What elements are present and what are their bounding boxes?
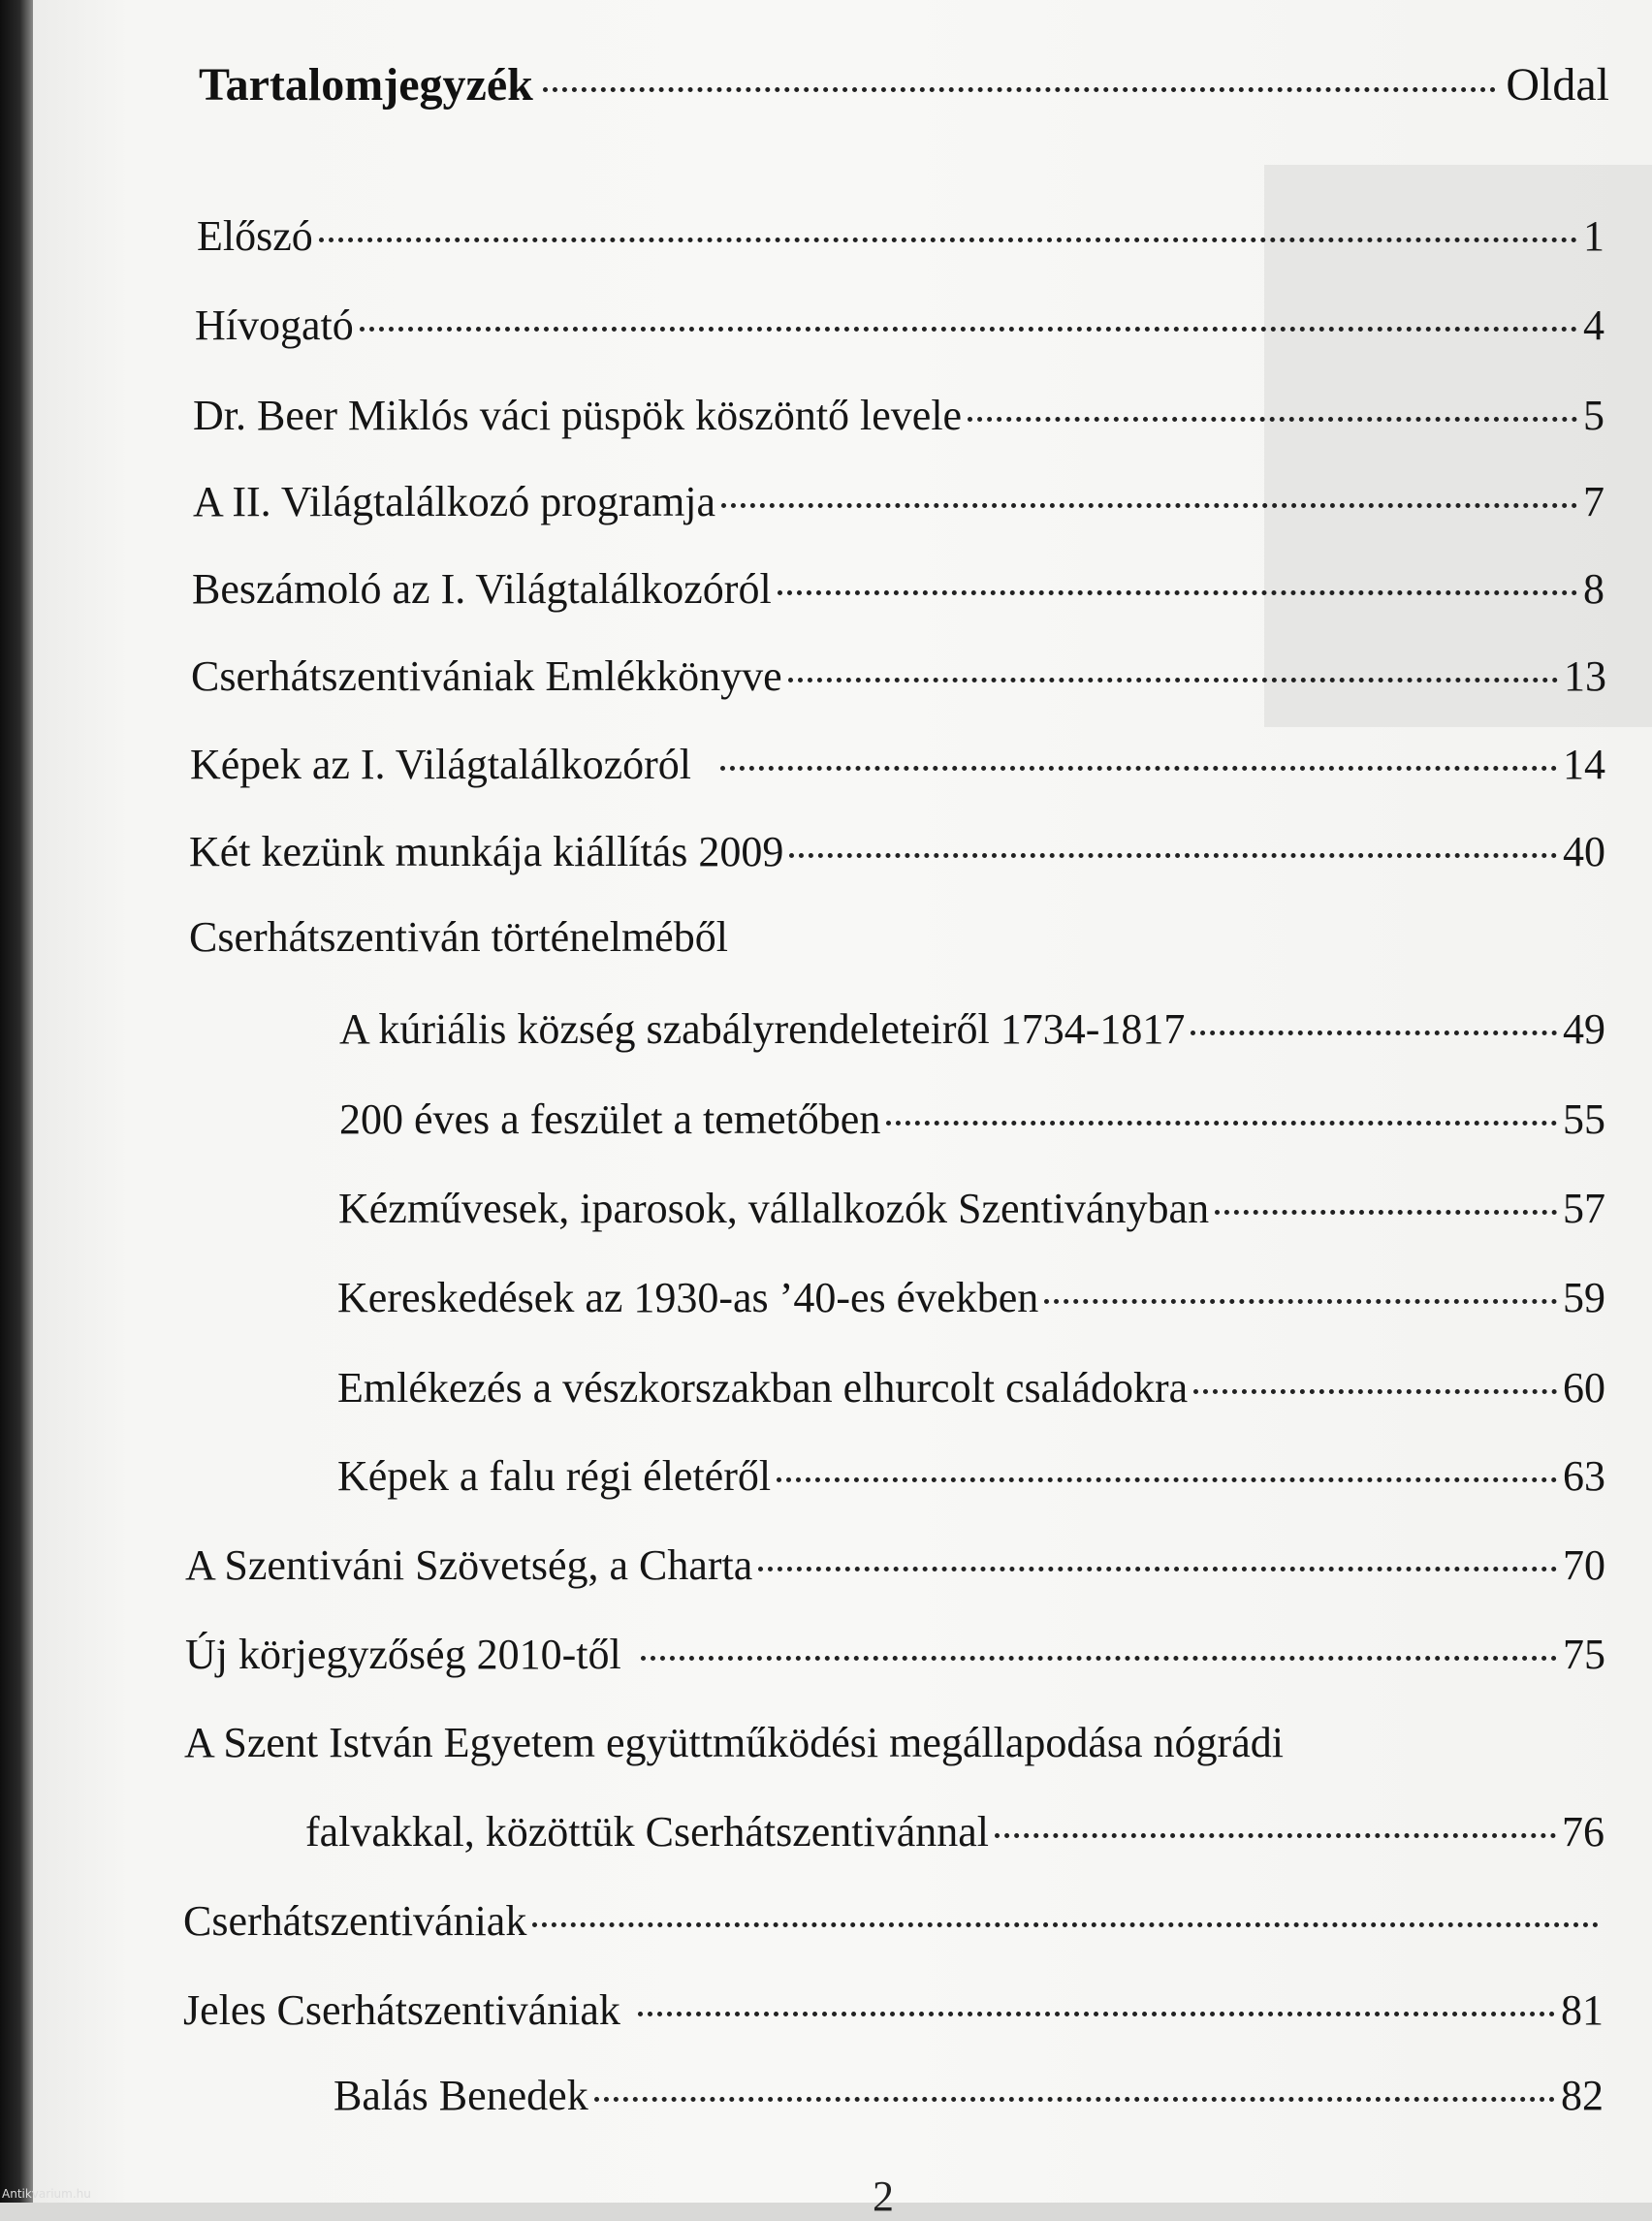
- entry-page: 60: [1563, 1364, 1605, 1412]
- leader-dots: [319, 238, 1577, 242]
- leader-dots: [594, 2097, 1555, 2102]
- leader-dots: [1193, 1389, 1557, 1394]
- leader-dots: [720, 766, 1557, 771]
- entry-title: Cserhátszentivániak Emlékkönyve: [191, 652, 782, 700]
- entry-title: Cserhátszentiván történelméből: [189, 913, 728, 961]
- entry-title: 200 éves a feszület a temetőben: [339, 1095, 881, 1143]
- leader-dots: [1191, 1031, 1557, 1035]
- leader-dots: [721, 503, 1577, 508]
- entry-title: Dr. Beer Miklós váci püspök köszöntő levele: [193, 392, 963, 439]
- toc-subentry: [334, 2071, 1604, 2133]
- entry-title: Új körjegyzőség 2010-től: [185, 1631, 621, 1678]
- entry-page: 55: [1563, 1095, 1605, 1143]
- entry-title: A Szentiváni Szövetség, a Charta: [185, 1541, 753, 1589]
- entry-title: Kézművesek, iparosok, vállalkozók Szentiványban: [338, 1185, 1210, 1232]
- entry-title: Előszó: [197, 212, 313, 260]
- toc-entry: [193, 391, 1604, 453]
- entry-title: Cserhátszentivániak: [183, 1897, 527, 1945]
- toc-entry: [197, 211, 1604, 273]
- entry-title: A Szent István Egyetem együttműködési megállapodása nógrádi: [184, 1719, 1284, 1766]
- leader-dots: [638, 2012, 1555, 2016]
- entry-title: Kereskedések az 1930-as ’40-es években: [337, 1274, 1039, 1321]
- leader-dots: [758, 1567, 1557, 1571]
- leader-dots: [777, 1477, 1557, 1482]
- entry-page: 82: [1561, 2072, 1604, 2119]
- entry-title: Jeles Cserhátszentivániak: [183, 1986, 620, 2034]
- toc-entry: [183, 1985, 1604, 2047]
- toc-entry: [189, 827, 1605, 889]
- entry-page: 63: [1563, 1452, 1605, 1500]
- entry-page: 76: [1562, 1808, 1604, 1856]
- entry-title: Képek a falu régi életéről: [337, 1452, 772, 1500]
- toc-subentry: [339, 1095, 1605, 1157]
- entry-title: Balás Benedek: [334, 2072, 588, 2119]
- toc-subentry: [339, 1004, 1605, 1066]
- leader-dots: [968, 417, 1577, 422]
- leader-dots: [543, 87, 1497, 92]
- leader-dots: [995, 1833, 1556, 1838]
- entry-page: 8: [1583, 565, 1604, 613]
- entry-title: A kúriális község szabályrendeleteiről 1734-1817: [339, 1005, 1186, 1053]
- toc-subentry: [337, 1273, 1605, 1335]
- toc-subentry: [337, 1363, 1605, 1425]
- leader-dots: [778, 590, 1577, 595]
- leader-dots: [532, 1922, 1599, 1927]
- entry-title: Beszámoló az I. Világtalálkozóról: [192, 565, 772, 613]
- leader-dots: [789, 853, 1557, 858]
- watermark: Antikvarium.hu: [2, 2187, 91, 2201]
- entry-title: A II. Világtalálkozó programja: [193, 478, 716, 525]
- entry-title: Képek az I. Világtalálkozóról: [190, 741, 691, 788]
- entry-page: 59: [1563, 1274, 1605, 1321]
- page-number: 2: [873, 2173, 894, 2220]
- leader-dots: [1044, 1299, 1557, 1304]
- entry-page: 7: [1583, 478, 1604, 525]
- entry-page: 75: [1563, 1631, 1605, 1678]
- entry-title: Emlékezés a vészkorszakban elhurcolt családokra: [337, 1364, 1189, 1412]
- toc-title: Tartalomjegyzék: [199, 59, 533, 111]
- leader-dots: [360, 327, 1577, 332]
- entry-page: 4: [1583, 301, 1604, 349]
- toc-entry: [185, 1630, 1605, 1692]
- toc-entry: [190, 740, 1605, 802]
- toc-entry-line2: [305, 1807, 1604, 1869]
- entry-page: 14: [1563, 741, 1605, 788]
- toc-subentry: [337, 1451, 1605, 1513]
- toc-section-heading: [189, 912, 1605, 974]
- entry-title: Hívogató: [195, 301, 354, 349]
- entry-page: 49: [1563, 1005, 1605, 1053]
- toc-entry: [195, 301, 1604, 363]
- page-column-label: Oldal: [1506, 59, 1609, 111]
- book-binding: [0, 0, 33, 2203]
- toc-subentry: [338, 1184, 1605, 1246]
- entry-title: Két kezünk munkája kiállítás 2009: [189, 828, 784, 875]
- leader-dots: [641, 1656, 1557, 1661]
- leader-dots: [788, 678, 1558, 682]
- entry-page: 5: [1583, 392, 1604, 439]
- toc-entry: [191, 651, 1606, 714]
- entry-page: 81: [1561, 1986, 1604, 2034]
- entry-page: 1: [1583, 212, 1604, 260]
- toc-section-heading: [183, 1896, 1608, 1958]
- toc-entry: [192, 564, 1604, 626]
- entry-page: 40: [1563, 828, 1605, 875]
- entry-page: 13: [1564, 652, 1606, 700]
- entry-title: falvakkal, közöttük Cserhátszentivánnal: [305, 1808, 989, 1856]
- toc-header: [199, 58, 1609, 126]
- toc-entry: [193, 477, 1604, 539]
- toc-entry: [185, 1540, 1605, 1602]
- toc-entry-line1: [184, 1718, 1605, 1780]
- entry-page: 70: [1563, 1541, 1605, 1589]
- leader-dots: [1215, 1210, 1557, 1215]
- leader-dots: [886, 1121, 1557, 1126]
- entry-page: 57: [1563, 1185, 1605, 1232]
